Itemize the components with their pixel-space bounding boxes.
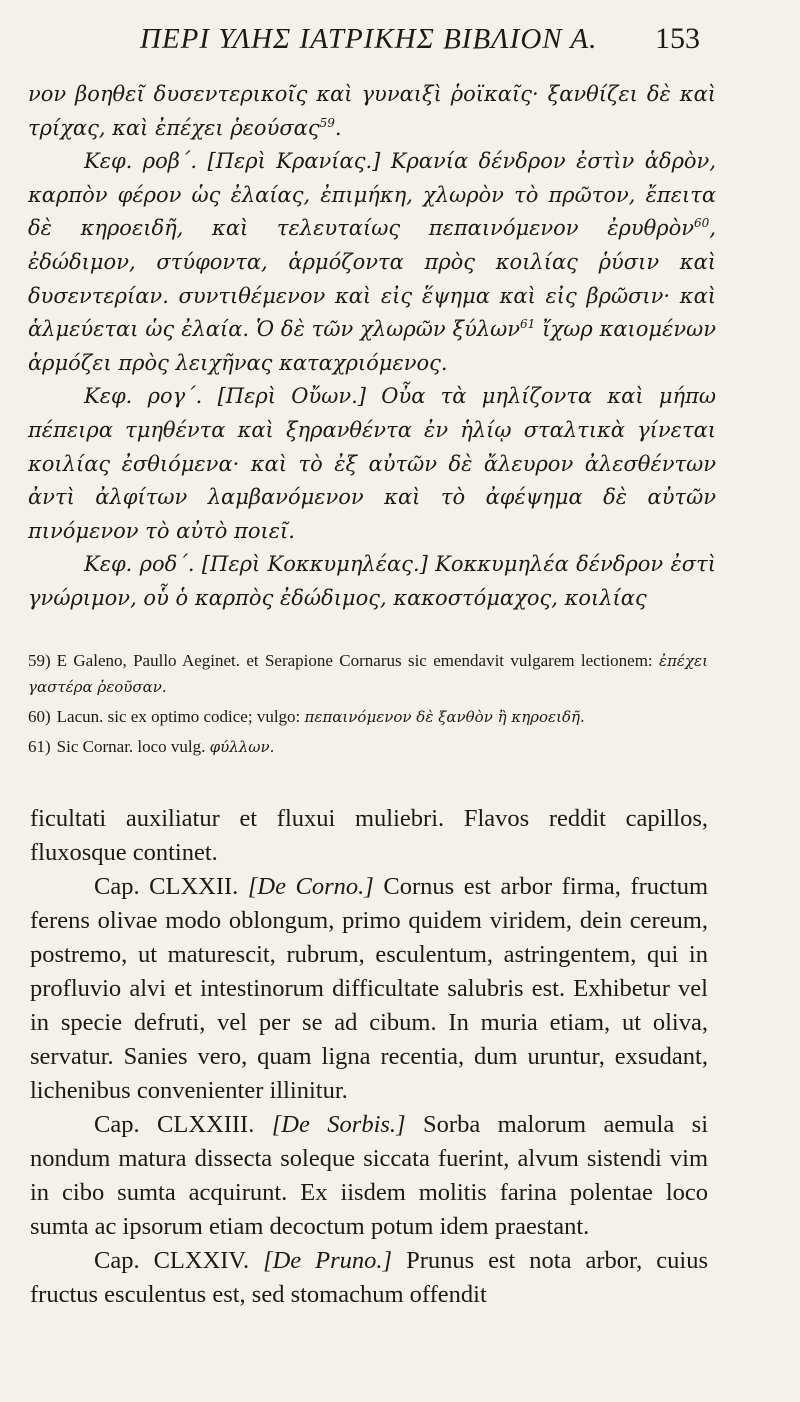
page-number: 153 bbox=[655, 22, 700, 55]
footnote-ref: 61 bbox=[520, 317, 536, 332]
latin-text-block bbox=[30, 802, 708, 1312]
footnote-ref: 60 bbox=[694, 216, 710, 231]
latin-paragraph-de-sorbis: Cap. CLXXIII. [De Sorbis.] Sorba malorum aemula si nondum matura dissecta soleque siccata fuerint, alvum sistendi vim in cibo sumta acquirunt. Ex iisdem molitis farina polentae loco sumta ac ipsorum etiam decoctum potum idem praestant. bbox=[30, 1111, 709, 1240]
footnotes bbox=[28, 648, 708, 764]
greek-paragraph-kokkymelea: Κεφ. ροδ΄. [Περὶ Κοκκυμηλέας.] Κοκκυμηλέα δένδρον ἐστὶ γνώριμον, οὗ ὁ καρπὸς ἐδώδιμος, κακοστόμαχος, κοιλίας bbox=[28, 552, 716, 610]
greek-paragraph-oua: Κεφ. ρογ΄. [Περὶ Οὔων.] Οὖα τὰ μηλίζοντα καὶ μήπω πέπειρα τμηθέντα καὶ ξηρανθέντα ἐν ἡλίῳ σταλτικὰ γίνεται κοιλίας ἐσθιόμενα· καὶ τὸ ἐξ αὐτῶν δὲ ἄλευρον ἀλεσθέντων ἀντὶ ἀλφίτων λαμβανόμενον καὶ τὸ ἀφέψημα δὲ αὐτῶν πινόμενον τὸ αὐτὸ ποιεῖ. bbox=[28, 384, 716, 543]
footnote: 61) Sic Cornar. loco vulg. φύλλων. bbox=[28, 737, 275, 756]
footnote: 60) Lacun. sic ex optimo codice; vulgo: πεπαινόμενον δὲ ξανθὸν ἢ κηροειδῆ. bbox=[28, 707, 585, 726]
chapter-title: [De Corno.] bbox=[247, 873, 374, 900]
greek-text-block bbox=[28, 78, 716, 616]
latin-paragraph: ficultati auxiliatur et fluxui muliebri. Flavos reddit capillos, fluxosque continet. bbox=[30, 805, 708, 866]
chapter-number: Cap. CLXXIV. bbox=[94, 1247, 250, 1274]
greek-paragraph-krania: Κεφ. ροβ΄. [Περὶ Κρανίας.] Κρανία δένδρον ἐστὶν ἁδρὸν, καρπὸν φέρον ὡς ἐλαίας, ἐπιμήκη, χλωρὸν τὸ πρῶτον, ἔπειτα δὲ κηροειδῆ, καὶ τελευταίως πεπαινόμενον ἐρυθρὸν$^{60}$, ἐδώδιμον, στύφοντα, ἁρμόζοντα πρὸς κοιλίας ῥύσιν καὶ δυσεντερίαν. συντιθέμενον καὶ εἰς ἕψημα καὶ εἰς βρῶσιν· καὶ ἁλμεύεται ὡς ἐλαία. Ὁ δὲ τῶν χλωρῶν ξύλων$^{61}$ ἴχωρ καιομένων ἁρμόζει πρὸς λειχῆνας καταχριόμενος. bbox=[28, 149, 716, 375]
footnote-ref: 59 bbox=[319, 115, 335, 130]
chapter-number: Cap. CLXXIII. bbox=[94, 1111, 255, 1138]
page-header bbox=[140, 22, 700, 66]
running-title: ΠΕΡΙ ΥΛΗΣ ΙΑΤΡΙΚΗΣ ΒΙΒΛΙΟΝ Α. bbox=[140, 23, 598, 55]
chapter-number: Cap. CLXXII. bbox=[94, 873, 239, 900]
chapter-title: [De Pruno.] bbox=[263, 1247, 393, 1274]
footnote: 59) E Galeno, Paullo Aeginet. et Serapione Cornarus sic emendavit vulgarem lectionem: ἐπέχει γαστέρα ῥεοῦσαν. bbox=[28, 651, 708, 696]
latin-paragraph-de-pruno: Cap. CLXXIV. [De Pruno.] Prunus est nota arbor, cuius fructus esculentus est, sed stomachum offendit bbox=[30, 1247, 709, 1308]
latin-paragraph-de-corno: Cap. CLXXII. [De Corno.] Cornus est arbor firma, fructum ferens olivae modo oblongum, primo quidem viridem, dein cereum, postremo, ut maturescit, rubrum, esculentum, astringentem, qui in profluvio alvi et intestinorum difficultate salubris est. Exhibetur vel in specie defruti, vel per se ad cibum. In muria etiam, ut oliva, servatur. Sanies vero, quam ligna recentia, dum uruntur, exsudant, lichenibus convenienter illinitur. bbox=[30, 873, 709, 1104]
chapter-title: [De Sorbis.] bbox=[271, 1111, 406, 1138]
greek-paragraph: νον βοηθεῖ δυσεντερικοῖς καὶ γυναιξὶ ῥοϊκαῖς· ξανθίζει δὲ καὶ τρίχας, καὶ ἐπέχει ῥεούσας$^{59}$. bbox=[28, 82, 716, 140]
